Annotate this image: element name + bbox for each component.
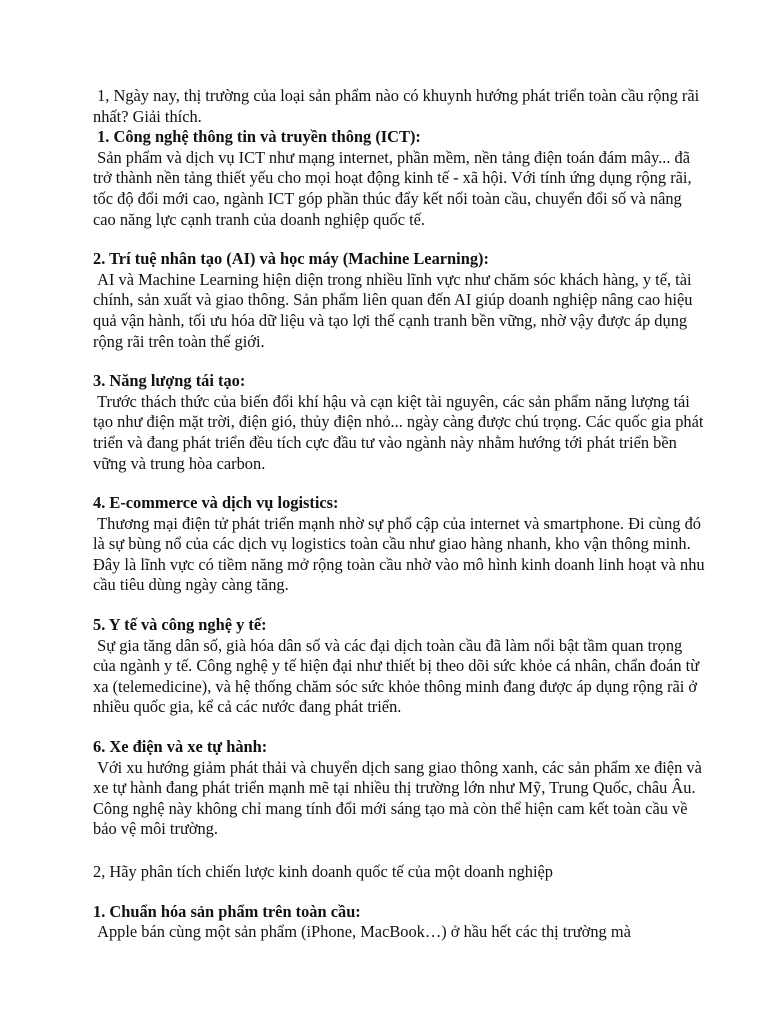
- section-body-healthcare: Sự gia tăng dân số, già hóa dân số và các đại dịch toàn cầu đã làm nổi bật tầm quan trọng của ngành y tế. Công nghệ y tế hiện đại như thiết bị theo dõi sức khỏe cá nhân, chẩn đoán từ xa (telemedicine), và hệ thống chăm sóc sức khỏe thông minh đang được áp dụng rộng rãi ở nhiều quốc gia, kể cả các nước đang phát triển.: [93, 635, 704, 717]
- section-heading-healthcare: 5. Y tế và công nghệ y tế:: [93, 615, 267, 635]
- section-body-ai: AI và Machine Learning hiện diện trong nhiều lĩnh vực như chăm sóc khách hàng, y tế, tài chính, sản xuất và giao thông. Sản phẩm liên quan đến AI giúp doanh nghiệp nâng cao hiệu quả vận hành, tối ưu hóa dữ liệu và tạo lợi thế cạnh tranh bền vững, nhờ vậy được áp dụng rộng rãi trên toàn thế giới.: [93, 269, 697, 351]
- section-body-ecommerce: Thương mại điện tử phát triển mạnh nhờ sự phổ cập của internet và smartphone. Đi cùng đó là sự bùng nổ của các dịch vụ logistics toàn cầu như giao hàng nhanh, kho vận thông minh. Đây là lĩnh vực có tiềm năng mở rộng toàn cầu nhờ vào mô hình kinh doanh linh hoạt và nhu cầu tiêu dùng ngày càng tăng.: [93, 513, 709, 595]
- section-body-standardization: Apple bán cùng một sản phẩm (iPhone, MacBook…) ở hầu hết các thị trường mà: [93, 922, 631, 942]
- section-heading-electric-vehicles: 6. Xe điện và xe tự hành:: [93, 737, 268, 757]
- section-heading-ai: 2. Trí tuệ nhân tạo (AI) và học máy (Machine Learning):: [93, 249, 489, 269]
- section-body-electric-vehicles: Với xu hướng giảm phát thải và chuyển dịch sang giao thông xanh, các sản phẩm xe điện và xe tự hành đang phát triển mạnh mẽ tại nhiều thị trường lớn như Mỹ, Trung Quốc, châu Âu. Công nghệ này không chỉ mang tính đổi mới sáng tạo mà còn thể hiện cam kết toàn cầu về bảo vệ môi trường.: [93, 757, 706, 839]
- section-heading-ict: 1. Công nghệ thông tin và truyền thông (ICT):: [93, 127, 421, 147]
- section-heading-renewable-energy: 3. Năng lượng tái tạo:: [93, 371, 246, 391]
- question-1: 1, Ngày nay, thị trường của loại sản phẩm nào có khuynh hướng phát triển toàn cầu rộng rãi nhất? Giải thích.: [93, 86, 704, 126]
- section-body-ict: Sản phẩm và dịch vụ ICT như mạng internet, phần mềm, nền tảng điện toán đám mây... đã trở thành nền tảng thiết yếu cho mọi hoạt động kinh tế - xã hội. Với tính ứng dụng rộng rãi, tốc độ đổi mới cao, ngành ICT góp phần thúc đẩy kết nối toàn cầu, chuyển đổi số và nâng cao năng lực cạnh tranh của doanh nghiệp quốc tế.: [93, 147, 696, 229]
- section-heading-ecommerce: 4. E-commerce và dịch vụ logistics:: [93, 493, 339, 513]
- question-2: 2, Hãy phân tích chiến lược kinh doanh quốc tế của một doanh nghiệp: [93, 862, 553, 881]
- section-heading-standardization: 1. Chuẩn hóa sản phẩm trên toàn cầu:: [93, 901, 361, 921]
- section-body-renewable-energy: Trước thách thức của biến đổi khí hậu và cạn kiệt tài nguyên, các sản phẩm năng lượng tái tạo như điện mặt trời, điện gió, thủy điện nhỏ... ngày càng được chú trọng. Các quốc gia phát triển và đang phát triển đều tích cực đầu tư vào ngành này nhằm hướng tới phát triển bền vững và trung hòa carbon.: [93, 391, 708, 473]
